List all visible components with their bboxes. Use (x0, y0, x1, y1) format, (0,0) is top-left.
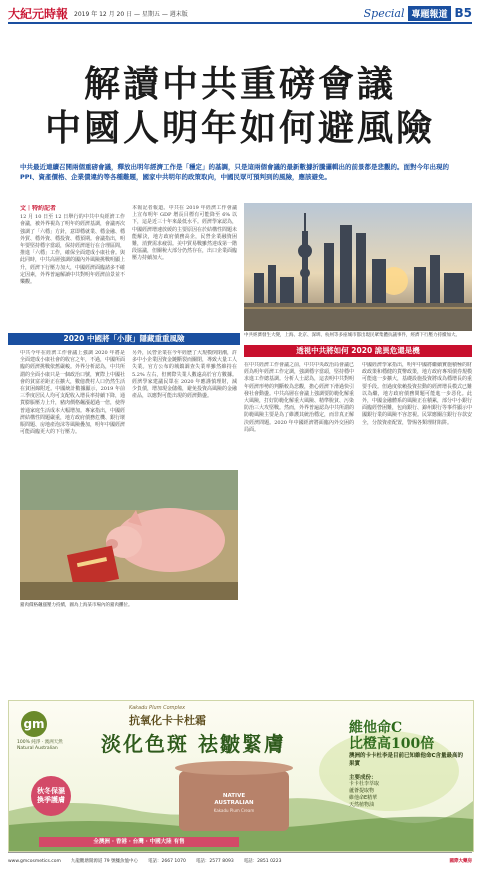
subheading-bar-1: 2020 中國將「小康」隱藏重重風險 (8, 333, 240, 345)
feature-item: 天然植物油 (349, 802, 375, 808)
footer-site: www.gmcosmetics.com (8, 858, 61, 864)
seasonal-badge: 秋冬保濕 換季護膚 (31, 776, 71, 816)
feature-item: 蘆薈提取物 (349, 788, 375, 794)
gm-sublabel: Natural Australian (17, 746, 58, 751)
headline-line-2: 中國人明年如何避風險 (44, 107, 435, 149)
photo-2-caption: 豬肉價格飆漲壓力持續，圖為上海某市場內的豬肉攤位。 (20, 603, 133, 608)
section-header (364, 6, 472, 21)
column-1-text: 12 月 10 日至 12 日舉行的中共中央經濟工作會議，被外界視為了明年的經濟基調，會議再次強調了「六穩」方針，意即穩就業、穩金融、穩外貿、穩外資、穩投資、穩預期。會議指出，明年要堅持穩字當頭，保持經濟運行在合理區間，推進「六穩」工作，確保全面建成小康社會。與此同時，中共高層強調的國內外風險挑戰明顯上升，經濟下行壓力加大，中國經濟面臨諸多不確定因素，外界普遍解讀中共對明年經濟前景並不樂觀。 (20, 214, 125, 286)
byline: 文｜特約記者 (20, 205, 57, 212)
masthead (8, 4, 472, 24)
features-list (349, 781, 467, 809)
features-title: 主要成份： (349, 775, 377, 781)
vitc-title-1: 維他命C (349, 720, 403, 736)
jar-lid (175, 761, 293, 775)
footer-address: 九龍觀塘開源道 79 號鱷魚恤中心 (70, 859, 138, 864)
skyline-image (244, 203, 472, 331)
footer-phone-1: 電話：2667 1070 (148, 859, 186, 864)
section-label: 專題報道 (408, 6, 450, 21)
issue-date: 2019 年 12 月 20 日 — 星期五 — 週末版 (74, 10, 188, 18)
ad-title-1: 抗氧化卡卡杜霜 (129, 714, 206, 727)
page-number: B5 (454, 6, 472, 20)
shanghai-skyline-photo (244, 203, 472, 331)
special-label: Special (363, 6, 405, 20)
article-column-1 (20, 205, 125, 305)
photo-1-caption: 中共經濟發生大變，上海、北京、深圳、杭州等多座城市都出現民眾集體抗議事件，經濟下行壓力持續加大。 (244, 333, 460, 338)
gm-logo: gm (21, 711, 47, 737)
vitc-title-2: 比橙高100倍 (349, 736, 435, 752)
subheading-bar-2: 透視中共將如何 2020 詭異危還是機 (244, 345, 472, 357)
feature-item: 卡卡杜李萃取 (349, 781, 380, 787)
footer-bar (8, 852, 472, 869)
ad-brand-small: Kakadu Plum Complex (129, 705, 186, 711)
headline-line-1: 解讀中共重磅會議 (83, 63, 396, 105)
column-4-text: 另外，民營企業在今年經歷了大規模倒閉潮，許多中小企業因資金鏈斷裂而關閉，導致大量工人失業。官方公布的城鎮調查失業率雖然維持在 5.2% 左右，但實際失業人數遠高於官方數據。經濟學家建議民眾在 2020 年應謹慎理財，減少負債，增加現金儲備，避免投資高風險的金融產品，以應對可能出現的經濟動盪。 (132, 350, 237, 400)
article-column-3 (20, 350, 125, 460)
ad-title-2: 淡化色斑 祛皺緊膚 (101, 732, 286, 756)
newspaper-logo: 大紀元時報 (8, 6, 69, 21)
jar-label-2: AUSTRALIAN (214, 800, 254, 806)
gm-label: 100% 純淨 · 澳洲天然 (17, 740, 63, 745)
ad-bottom-banner: 全澳洲 · 香港 · 台灣 · 中國大陸 有售 (39, 837, 239, 847)
pig-image (20, 470, 238, 600)
vitc-description: 澳洲的卡卡杜李是目前已知維他命C含量最高的果實 (349, 753, 464, 767)
article-column-5 (244, 362, 354, 687)
pork-market-photo (20, 470, 238, 600)
column-5-text: 在中共經濟工作會議之前，中共中央政治局會議已經為明年經濟工作定調，強調穩字當頭，堅持穩中求進工作總基調。分析人士認為，這表明中共對明年經濟形勢的判斷較為悲觀，擔心經濟下滑過快引發社會動盪。中共高層在會議上強調要防範化解重大風險，打好防範化解重大風險、精準脫貧、污染防治三大攻堅戰。然而，外界普遍認為中共所謂的防範風險主要是為了維護其統治穩定，而非真正解決經濟問題。2020 年中國經濟將面臨內外交困的局面。 (244, 362, 354, 433)
column-3-text: 中共今年在經濟工作會議上強調 2020 年將是全面建成小康社會的收官之年，不過，中國所面臨的經濟挑戰依舊嚴峻。外界分析認為，中共所謂的全面小康只是一個政治口號，實際上中國社會的貧富差距正在擴大，數億農村人口仍然生活在貧困線附近。中國統計數據顯示，2019 年前三季度居民人均可支配收入增長率持續下降，通貨膨脹壓力上升，豬肉價格飆漲超過一倍，使得普通家庭生活成本大幅增加。專家指出，中國經濟結構性問題嚴重，地方政府債務危機、銀行壞賬問題、房地產泡沫等風險疊加，明年中國經濟可能面臨更大的下行壓力。 (20, 350, 125, 436)
advertisement (8, 700, 474, 852)
feature-item: 維他命E精華 (349, 795, 378, 801)
column-6-text: 中國經濟學家指出，明年中國將繼續實施積極的財政政策和穩健的貨幣政策，地方政府專項債券規模可能進一步擴大，基礎設施投資將成為穩增長的重要手段。但過度依賴投資拉動的經濟增長模式已難以為繼，地方政府債務問題可能進一步惡化。此外，中國金融體系的風險正在積累，部分中小銀行面臨經營困難，包商銀行、錦州銀行等事件顯示中國銀行業的風險不容忽視。民眾應關注銀行存款安全，分散資產配置，警惕各類理財陷阱。 (362, 362, 472, 426)
footer-phone-3: 電話：2851 0223 (243, 859, 282, 864)
jar-label-3: Kakadu Plum Cream (213, 808, 255, 813)
lead-paragraph: 中共最近連續召開兩個重磅會議，釋放出明年經濟工作是「穩定」的基調，只是這兩個會議的最新數據折騰邏輯出的前景都是悲觀的。面對今年出現的 PPI、資產價格、企業債違約等各種難題，國家中共明年的政策取向，中國民眾可預判到的風險，應該避免。 (20, 163, 449, 181)
article-column-2 (132, 205, 237, 305)
footer-brand: 國際大藥房 (449, 859, 472, 864)
column-2-text: 本報記者報道。中共在 2019 年經濟工作會議上宣布明年 GDP 增長目標有可能降至 6% 以下，這是近三十年來最低水平。經濟學家認為，中國經濟增速放緩的主要原因在於結構性問題未能解決，地方政府債務高企，民營企業融資困難，消費需求疲弱。美中貿易戰雖然達成第一階段協議，但關稅大部分仍然存在，出口企業面臨壓力持續加大。 (132, 205, 237, 262)
article-column-4 (132, 350, 237, 460)
cream-jar (179, 761, 289, 831)
article-column-6 (362, 362, 472, 687)
footer-phone-2: 電話：2577 8093 (195, 859, 234, 864)
jar-label-1: NATIVE (222, 793, 246, 799)
